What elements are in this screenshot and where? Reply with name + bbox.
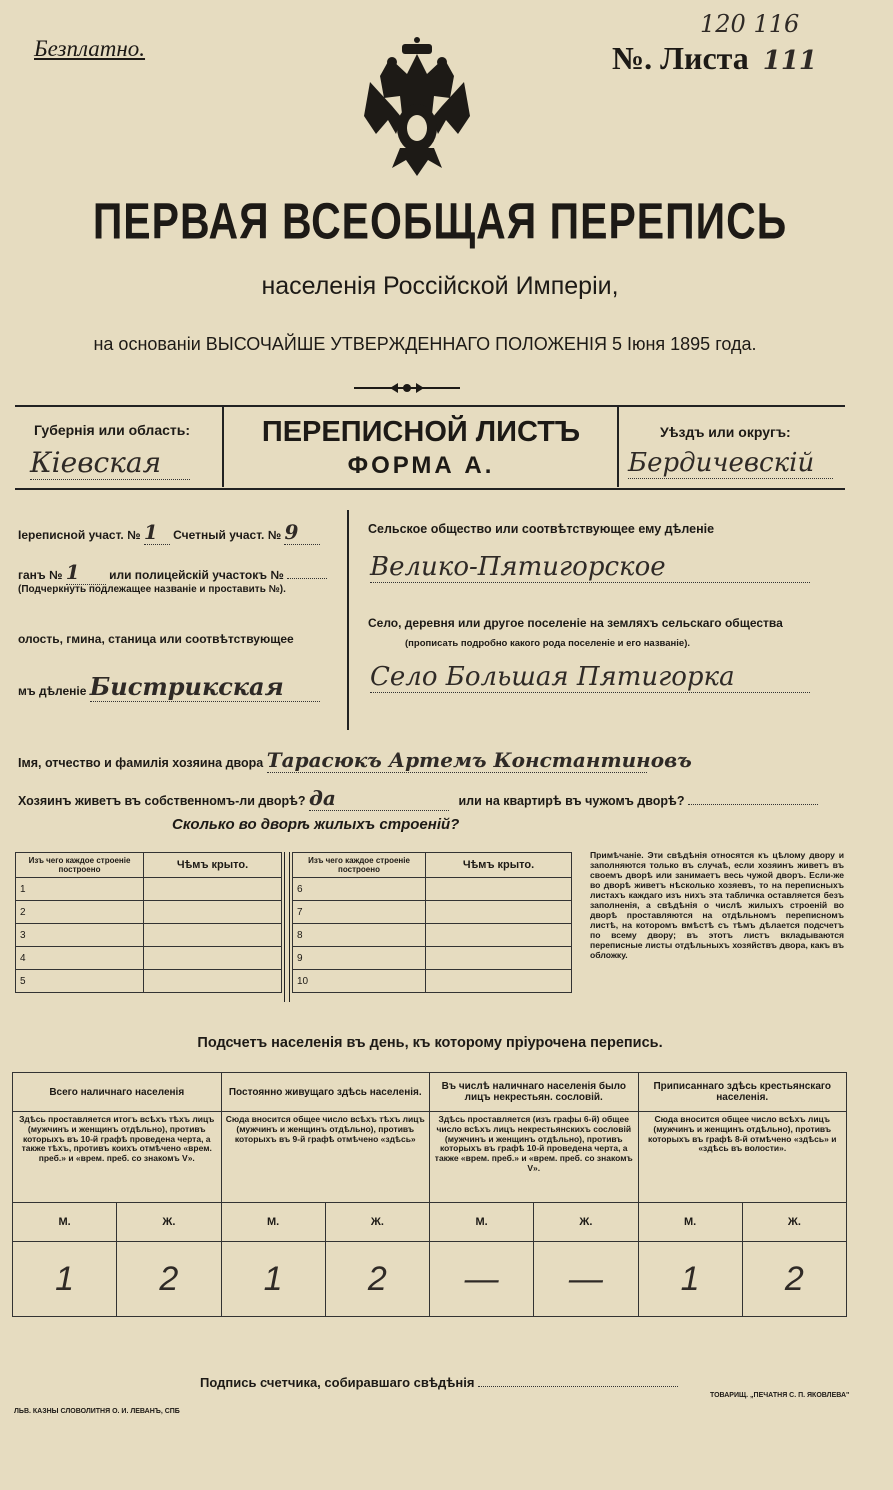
volost-field[interactable]: Бистрикская [90,672,320,702]
owner-name-field[interactable]: Тарасюкъ Артемъ Константиновъ [266,748,692,772]
col-desc-nonpeasant: Здѣсь проставляется (изъ графы 6-й) общее число всѣхъ лицъ некрестьянскихъ сословій (мужчинъ и женщинъ отдѣльно), противъ которыхъ въ графѣ 10-й проведена черта, а также «врем. преб.» и «врем. преб. со знакомъ V». [430,1112,639,1203]
table-cell[interactable] [144,947,282,970]
sheet-no-value: 111 [762,46,818,76]
apartment-label: или на квартирѣ въ чужомъ дворѣ? [458,794,685,808]
table-row [293,901,572,924]
stan-row [18,560,327,585]
m-label: М. [430,1203,534,1242]
table-cell[interactable] [144,901,282,924]
stan-field[interactable]: 1 [66,560,106,585]
delenie-label: мъ дѣленіе [18,684,87,698]
value-cell[interactable]: 1 [221,1242,325,1317]
row-number: 2 [16,901,144,924]
table-row [293,970,572,993]
col-roof: Чѣмъ крыто. [426,853,572,878]
owner-yard-row [18,786,818,811]
row-number: 6 [293,878,426,901]
col-roof: Чѣмъ крыто. [144,853,282,878]
population-title: Подсчетъ населенія въ день, къ которому пріурочена перепись. [197,1035,663,1051]
value-cell[interactable]: 1 [13,1242,117,1317]
page-basis: на основаніи ВЫСОЧАЙШЕ УТВЕРЖДЕННАГО ПОЛОЖЕНІЯ 5 Іюня 1895 года. [93,334,757,354]
buildings-note: Примѣчаніе. Эти свѣдѣнія относятся къ цѣлому двору и заполняются только въ случаѣ, если хозяинъ живетъ въ своемъ дворѣ или занимаетъ весь чужой дворъ. Если-же во дворѣ живетъ нѣсколько хозяевъ, то на переписныхъ листахъ каждаго изъ нихъ эта табличка оставляется безъ заполненія, а свѣдѣнія о числѣ жилыхъ строеній во дворѣ проставляются на отдѣльномъ переписномъ листѣ, на которомъ вмѣстѣ съ тѣмъ дѣлается подсчетъ по всему двору; въ этотъ листъ вкладываются переписные листы отдѣльныхъ хозяйствъ двора, какъ въ обложку. [590,850,844,961]
own-yard-label: Хозяинъ живетъ въ собственномъ-ли дворѣ? [18,794,306,808]
col-desc-total: Здѣсь проставляется итогъ всѣхъ тѣхъ лицъ (мужчинъ и женщинъ отдѣльно), противъ которыхъ въ 10-й графѣ проведена черта, а также тѣхъ, противъ коихъ отмѣчено «врем. преб.» и «врем. преб. со знакомъ V». [13,1112,222,1203]
selo-note: (прописать подробно какого рода поселеніе и его названіе). [405,638,691,649]
col-header-permanent: Постоянно живущаго здѣсь населенія. [221,1073,430,1112]
value-cell[interactable]: 2 [117,1242,221,1317]
row-number: 9 [293,947,426,970]
table-row [293,878,572,901]
row-number: 8 [293,924,426,947]
form-label: ФОРМА А. [347,452,495,479]
ornament-divider-icon [352,380,462,396]
police-label: или полицейскій участокъ № [109,568,284,582]
table-row [293,924,572,947]
printer-right: ТОВАРИЩ. „ПЕЧАТНЯ С. П. ЯКОВЛЕВА" [710,1392,850,1399]
sheet-number [612,40,817,77]
double-headed-eagle-icon [362,36,472,178]
value-cell[interactable]: 1 [638,1242,742,1317]
stan-note: (Подчеркнуть подлежащее названіе и проставить №). [18,584,286,595]
page-title: ПЕРВАЯ ВСЕОБЩАЯ ПЕРЕПИСЬ [92,192,788,250]
col-header-nonpeasant: Въ числѣ наличнаго населенія было лицъ некрестьян. сословій. [430,1073,639,1112]
uchast-label: Іереписной участ. № [18,528,141,542]
sheet-no-label: №. Листа [612,40,749,76]
table-row [16,947,282,970]
signature-field[interactable] [478,1372,678,1387]
col-desc-peasant: Сюда вносится общее число всѣхъ лицъ (мужчинъ и женщинъ отдѣльно), противъ которыхъ въ графѣ 8-й отмѣчено «здѣсь» и «здѣсь въ волости». [638,1112,847,1203]
table-cell[interactable] [426,924,572,947]
signature-label: Подпись счетчика, собиравшаго свѣдѣнія [200,1375,475,1390]
table-cell[interactable] [144,970,282,993]
row-number: 10 [293,970,426,993]
m-label: М. [221,1203,325,1242]
page-subtitle: населенія Россійской Имперіи, [261,272,619,300]
table-row [16,924,282,947]
table-cell[interactable] [426,878,572,901]
gubernia-field[interactable]: Кіевская [30,446,190,480]
apartment-field[interactable] [688,790,818,805]
zh-label: Ж. [742,1203,846,1242]
free-label: Безплатно. [34,36,146,61]
table-row [293,947,572,970]
zh-label: Ж. [117,1203,221,1242]
obshchestvo-label: Сельское общество или соотвѣтствующее ему дѣленіе [368,522,715,536]
table-cell[interactable] [144,924,282,947]
owner-name-label: Імя, отчество и фамилія хозяина двора [18,756,264,770]
col-header-peasant: Приписаннаго здѣсь крестьянскаго населенія. [638,1073,847,1112]
row-number: 7 [293,901,426,924]
uchast-field[interactable]: 1 [144,520,170,545]
table-cell[interactable] [144,878,282,901]
obshchestvo-field[interactable]: Велико-Пятигорское [370,552,810,583]
uchast-row [18,520,320,545]
schet-field[interactable]: 9 [284,520,320,545]
buildings-table-right [292,852,572,993]
selo-label: Село, деревня или другое поселеніе на земляхъ сельскаго общества [368,616,783,630]
printer-left: ЛЬВ. КАЗНЫ СЛОВОЛИТНЯ О. И. ЛЕВАНЪ, СПБ [14,1408,180,1415]
row-number: 4 [16,947,144,970]
value-cell[interactable]: 2 [742,1242,846,1317]
row-number: 3 [16,924,144,947]
selo-field[interactable]: Село Большая Пятигорка [370,662,810,693]
uezd-label: Уѣздъ или округъ: [660,424,791,440]
owner-name-row [18,748,692,773]
gubernia-label: Губернія или область: [34,422,191,438]
col-desc-permanent: Сюда вносится общее число всѣхъ тѣхъ лицъ (мужчинъ и женщинъ отдѣльно), противъ которыхъ въ 9-й графѣ отмѣчено «здѣсь» [221,1112,430,1203]
table-cell[interactable] [426,901,572,924]
col-header-total: Всего наличнаго населенія [13,1073,222,1112]
table-row [16,970,282,993]
form-name: ПЕРЕПИСНОЙ ЛИСТЪ [261,416,581,448]
sheet-no-extra: 120 116 [700,10,800,38]
delenie-row [18,672,320,702]
population-table [12,1072,847,1317]
col-material: Изъ чего каждое строеніе построено [16,853,144,878]
police-field[interactable] [287,564,327,579]
table-row [16,878,282,901]
zh-label: Ж. [325,1203,429,1242]
table-row [16,901,282,924]
uezd-field[interactable]: Бердичевскій [628,448,833,479]
m-label: М. [638,1203,742,1242]
row-number: 5 [16,970,144,993]
value-cell[interactable]: — [430,1242,534,1317]
buildings-question: Сколько во дворѣ жилыхъ строеній? [172,816,460,833]
table-cell[interactable] [426,947,572,970]
own-yard-field[interactable]: да [309,786,449,811]
table-cell[interactable] [426,970,572,993]
stan-label: ганъ № [18,568,63,582]
volost-label: олость, гмина, станица или соотвѣтствующее [18,632,294,646]
buildings-table-left [15,852,282,993]
signature-row [200,1372,678,1390]
value-cell[interactable]: 2 [325,1242,429,1317]
value-cell[interactable]: — [534,1242,638,1317]
row-number: 1 [16,878,144,901]
col-material: Изъ чего каждое строеніе построено [293,853,426,878]
zh-label: Ж. [534,1203,638,1242]
m-label: М. [13,1203,117,1242]
schet-label: Счетный участ. № [173,528,282,542]
